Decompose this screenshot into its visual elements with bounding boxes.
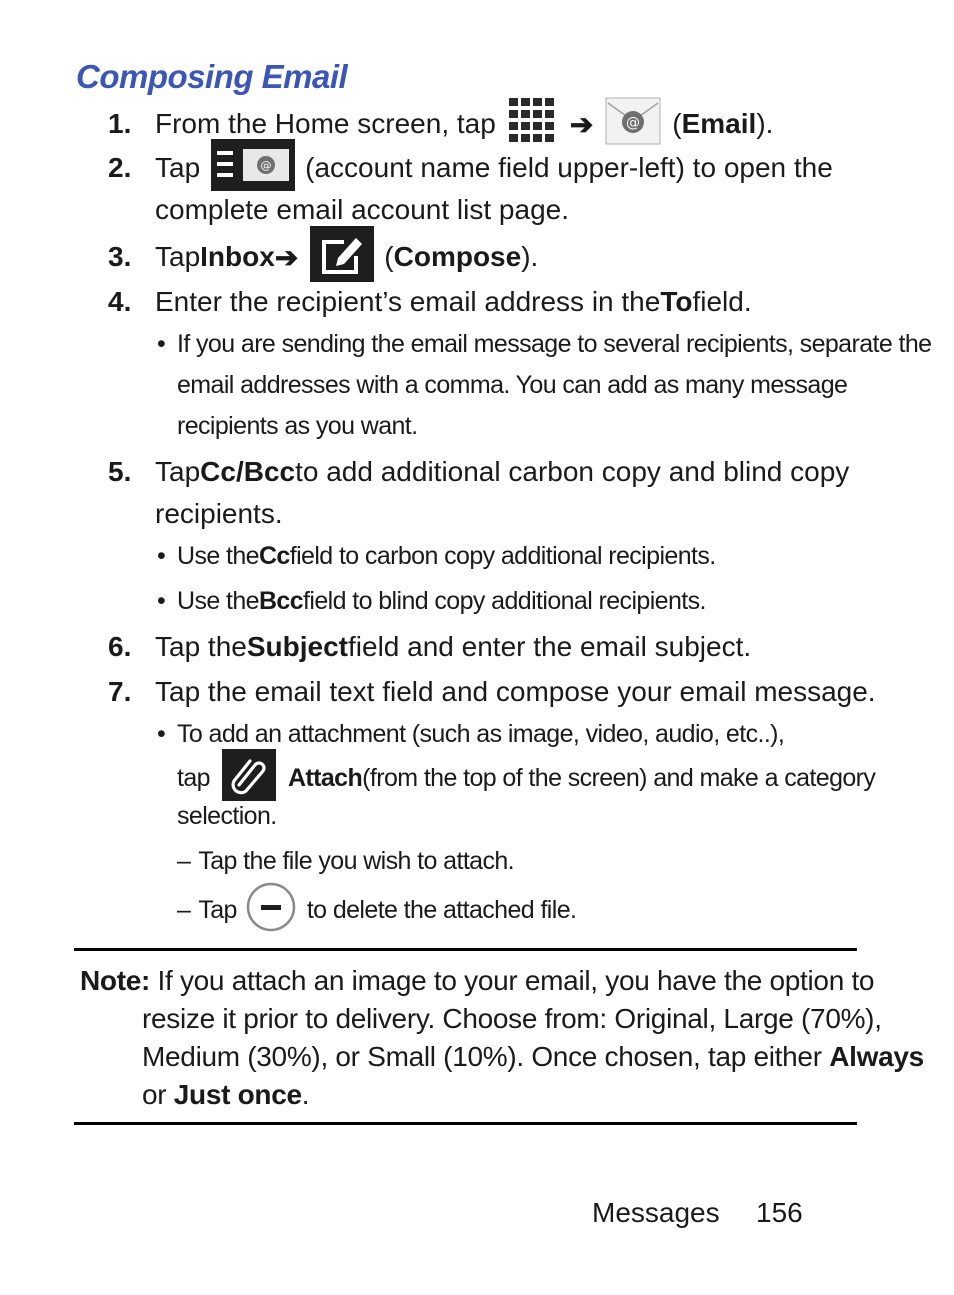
svg-text:@: @ bbox=[626, 114, 641, 131]
ccbcc-label: Cc/Bcc bbox=[200, 456, 296, 487]
step-7 bbox=[108, 672, 876, 712]
to-label: To bbox=[660, 286, 693, 317]
attach-label: Attach bbox=[287, 763, 363, 792]
bullet-text: Use the bbox=[177, 541, 259, 570]
paren-open: ( bbox=[384, 241, 394, 272]
bullet-text: If you are sending the email message to several recipients, separate the bbox=[177, 329, 932, 358]
dash-item-1 bbox=[177, 843, 514, 879]
step-text: Enter the recipient’s email address in the bbox=[155, 286, 661, 317]
paren-open: ( bbox=[672, 108, 682, 139]
bullet-step4 bbox=[157, 326, 931, 362]
step-number: 3. bbox=[108, 241, 132, 272]
footer-section: Messages bbox=[592, 1197, 720, 1228]
note-label: Note: bbox=[80, 965, 151, 996]
step-number: 6. bbox=[108, 631, 132, 662]
step-1 bbox=[108, 100, 773, 148]
bullet-text: (from the top of the screen) and make a category bbox=[362, 763, 876, 792]
note-text-line4 bbox=[80, 1076, 924, 1114]
step-4 bbox=[108, 282, 752, 322]
dash: – bbox=[177, 895, 191, 924]
bullet-text: field to blind copy additional recipients. bbox=[303, 586, 706, 615]
step-2-cont: complete email account list page. bbox=[155, 194, 569, 225]
step-number: 7. bbox=[108, 676, 132, 707]
bcc-label: Bcc bbox=[258, 586, 304, 615]
always-label: Always bbox=[829, 1041, 924, 1072]
email-label: Email bbox=[681, 108, 757, 139]
step-5-cont: recipients. bbox=[155, 498, 283, 529]
compose-icon[interactable] bbox=[310, 226, 374, 289]
remove-icon[interactable] bbox=[245, 881, 297, 940]
step-text: Tap the email text field and compose your email message. bbox=[155, 676, 876, 707]
step-5 bbox=[108, 452, 849, 492]
bullet-step7 bbox=[157, 716, 784, 752]
note-text: . bbox=[301, 1079, 310, 1110]
note-text: Medium (30%), or Small (10%). Once chosen, tap either bbox=[142, 1041, 830, 1072]
dash-item-2 bbox=[177, 884, 576, 936]
dash-text: to delete the attached file. bbox=[306, 895, 577, 924]
bullet-step4-l3: recipients as you want. bbox=[177, 411, 418, 440]
dash-text: Tap bbox=[198, 895, 237, 924]
step-text: Tap bbox=[155, 241, 201, 272]
step-number: 2. bbox=[108, 152, 132, 183]
subject-label: Subject bbox=[246, 631, 348, 662]
svg-text:@: @ bbox=[260, 158, 272, 172]
step-number: 4. bbox=[108, 286, 132, 317]
step-text: Tap bbox=[155, 456, 201, 487]
step-text: to add additional carbon copy and blind copy bbox=[295, 456, 850, 487]
bullet-text: Use the bbox=[177, 586, 259, 615]
cc-label: Cc bbox=[258, 541, 290, 570]
note-text: or bbox=[142, 1079, 174, 1110]
bullet-text: To add an attachment (such as image, video, audio, etc..), bbox=[177, 719, 785, 748]
paren-close: ). bbox=[521, 241, 539, 272]
arrow: ➔ bbox=[274, 241, 299, 273]
bullet: • bbox=[157, 586, 166, 615]
step-text: field and enter the email subject. bbox=[348, 631, 752, 662]
step-text: Tap the bbox=[155, 631, 247, 662]
note-box bbox=[80, 962, 924, 1114]
paren-close: ). bbox=[756, 108, 774, 139]
bullet-step7-l3: selection. bbox=[177, 801, 277, 830]
step-number: 5. bbox=[108, 456, 132, 487]
bullet-text: tap bbox=[177, 763, 210, 792]
bullet-text: field to carbon copy additional recipients. bbox=[289, 541, 716, 570]
step-text: From the Home screen, tap bbox=[155, 108, 496, 139]
step-text: Tap bbox=[155, 152, 201, 183]
bullet-step5b bbox=[157, 583, 706, 619]
step-text: field. bbox=[692, 286, 752, 317]
dash: – bbox=[177, 846, 191, 875]
step-text: (account name field upper-left) to open the bbox=[305, 152, 833, 183]
note-bottom-rule bbox=[74, 1122, 857, 1125]
step-6 bbox=[108, 627, 751, 667]
note-text-line3 bbox=[80, 1038, 924, 1076]
account-menu-icon[interactable] bbox=[211, 139, 295, 198]
bullet: • bbox=[157, 329, 166, 358]
arrow: ➔ bbox=[569, 108, 594, 140]
step-2 bbox=[108, 142, 833, 194]
bullet: • bbox=[157, 541, 166, 570]
just-once-label: Just once bbox=[173, 1079, 302, 1110]
bullet-step4-l2: email addresses with a comma. You can add as many message bbox=[177, 370, 848, 399]
inbox-label: Inbox bbox=[200, 241, 275, 272]
step-number: 1. bbox=[108, 108, 132, 139]
bullet: • bbox=[157, 719, 166, 748]
bullet-step5a bbox=[157, 538, 716, 574]
compose-label: Compose bbox=[393, 241, 522, 272]
footer-page-number: 156 bbox=[756, 1197, 803, 1228]
bullet-step7-l2 bbox=[177, 752, 875, 804]
note-top-rule bbox=[74, 948, 857, 951]
page-title: Composing Email bbox=[76, 58, 348, 95]
dash-text: Tap the file you wish to attach. bbox=[198, 846, 515, 875]
step-3 bbox=[108, 228, 538, 286]
note-text: resize it prior to delivery. Choose from: Original, Large (70%), bbox=[142, 1003, 882, 1034]
note-text: If you attach an image to your email, you have the option to bbox=[150, 965, 875, 996]
